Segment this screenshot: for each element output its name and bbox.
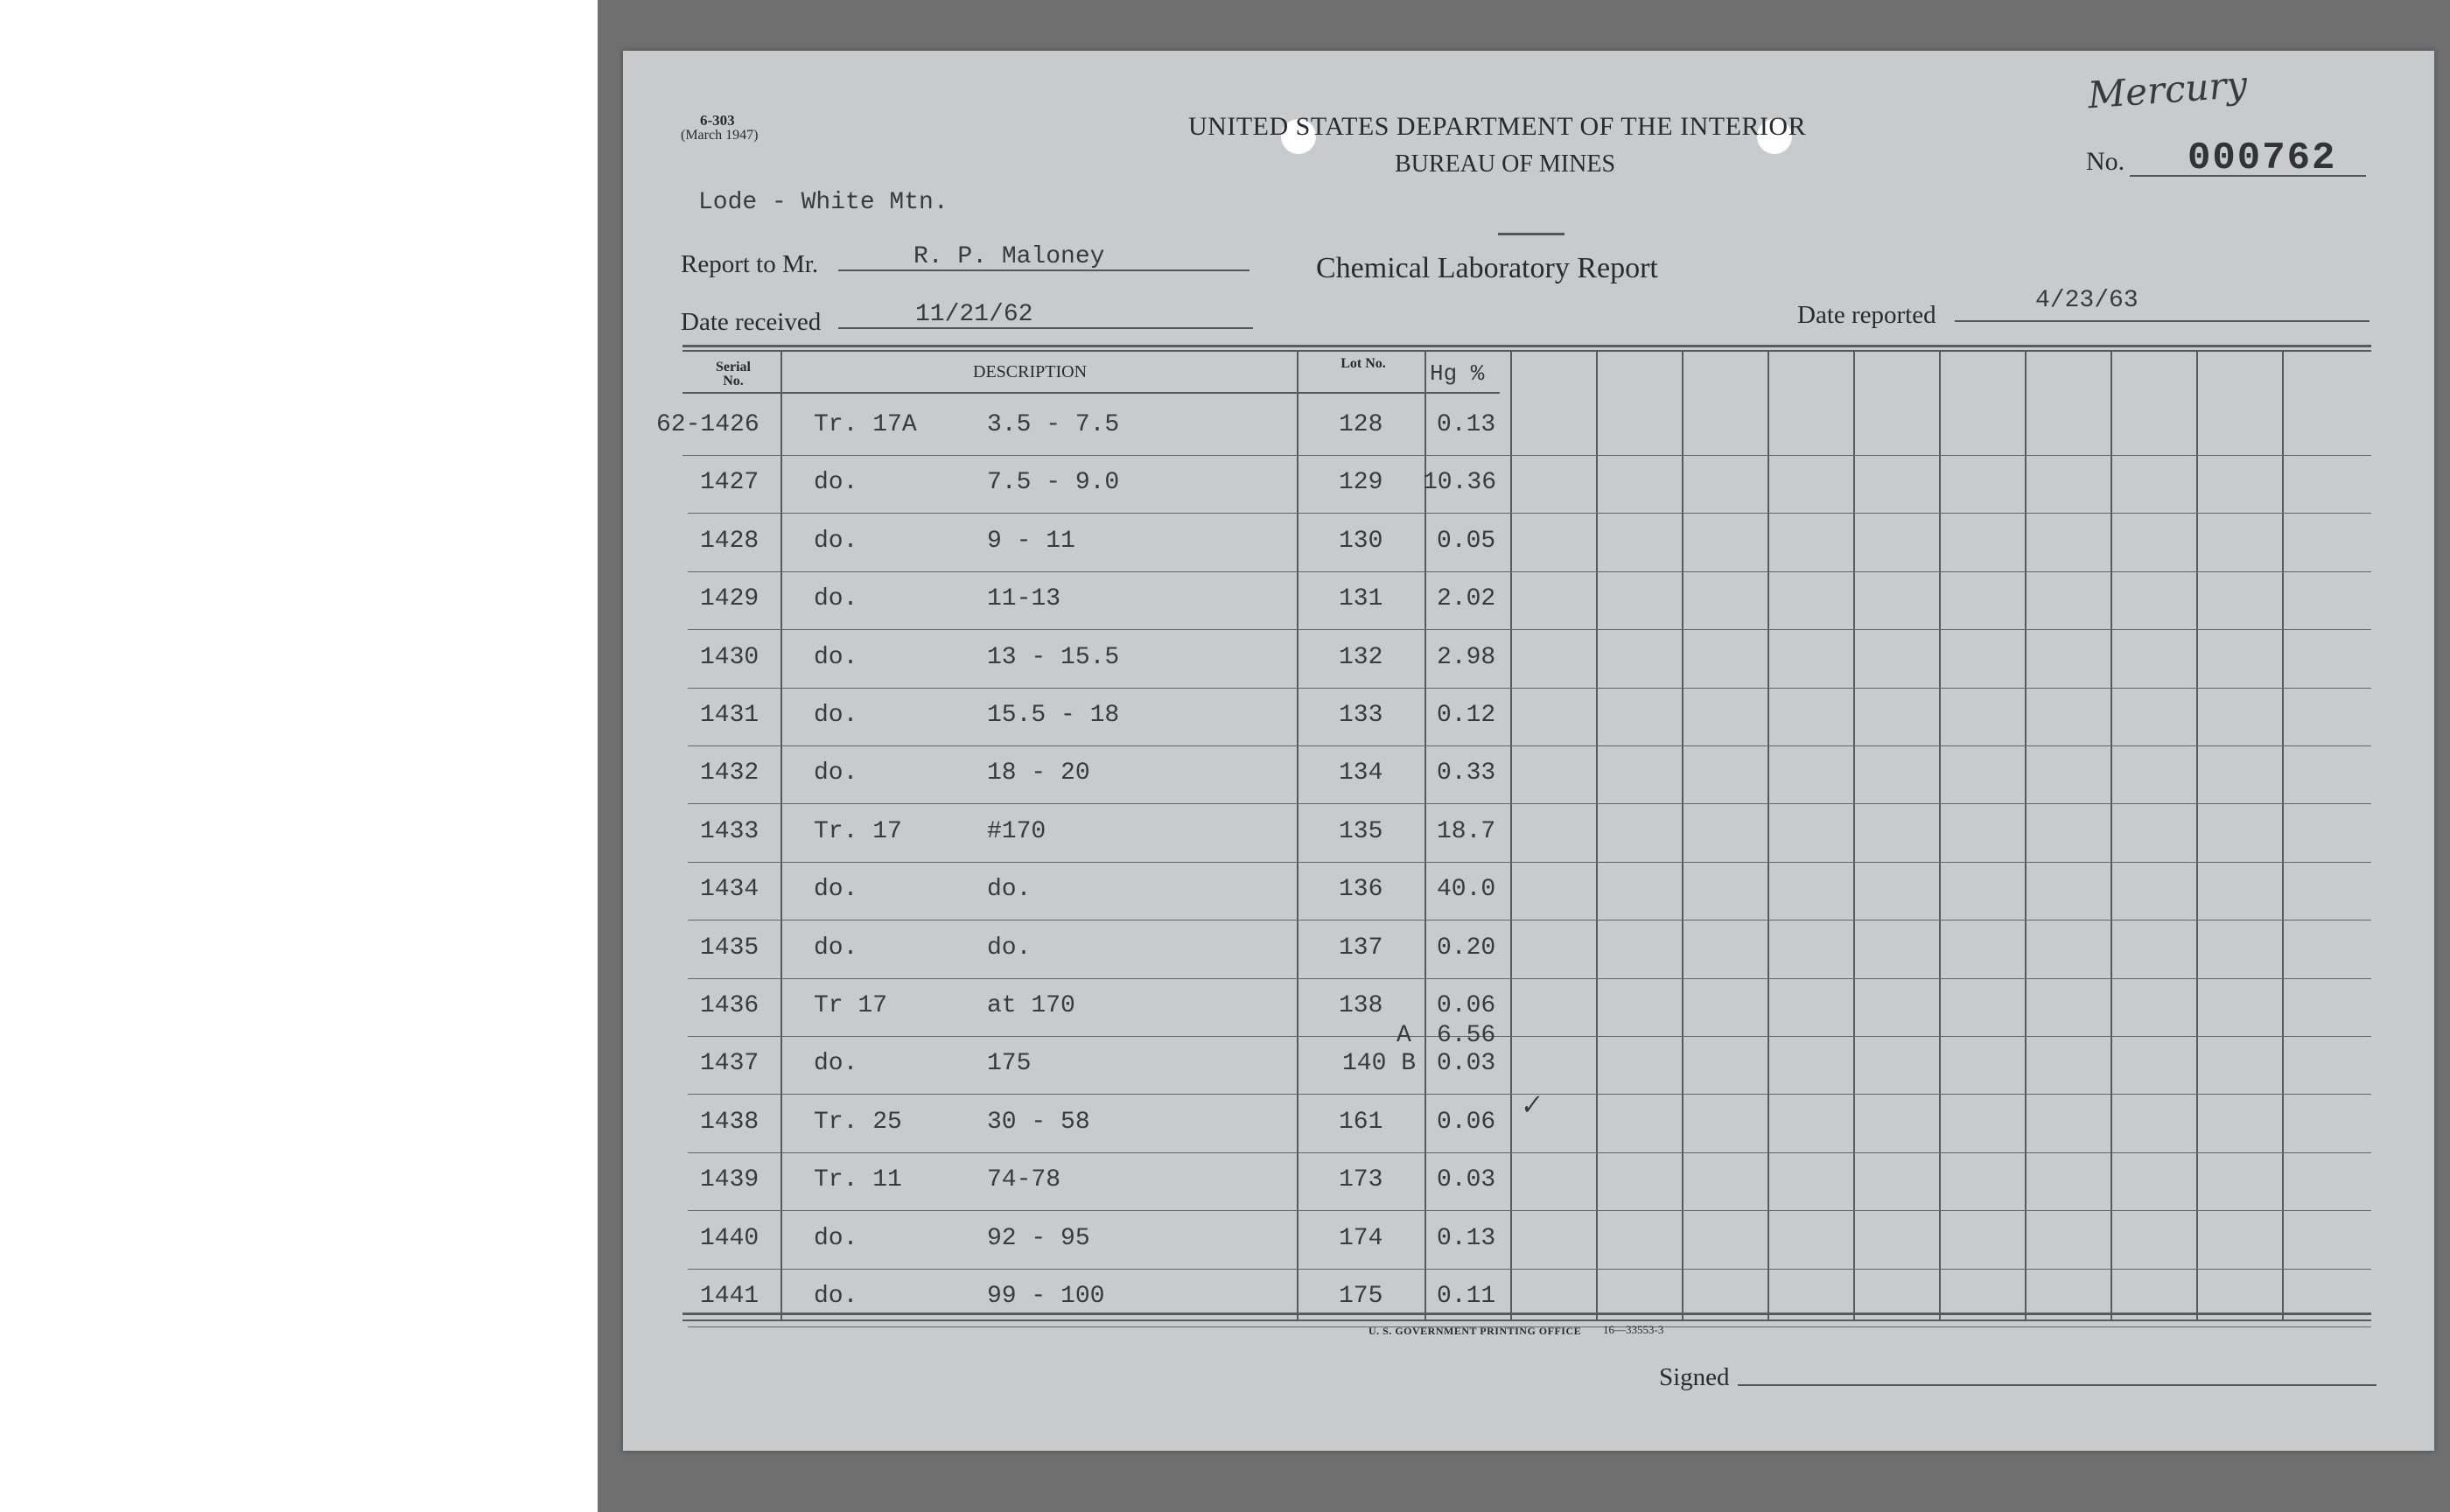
table-header-rule: [682, 392, 1500, 394]
row-rule: [688, 1036, 2371, 1037]
interval: 175: [987, 1050, 1032, 1078]
sub-lot-no: A: [1396, 1022, 1411, 1050]
serial-no: 1433: [700, 817, 760, 845]
table-top-rule: [682, 345, 2371, 347]
department-heading: UNITED STATES DEPARTMENT OF THE INTERIOR: [1188, 112, 1807, 141]
row-rule: [688, 571, 2371, 572]
hg-percent: 0.13: [1437, 1224, 1496, 1252]
row-rule: [688, 1152, 2371, 1153]
date-reported-value: 4/23/63: [2035, 287, 2138, 314]
trench: Tr. 11: [814, 1166, 902, 1194]
lot-no: 173: [1339, 1166, 1383, 1194]
row-rule: [688, 1210, 2371, 1211]
trench: do.: [814, 1050, 858, 1078]
date-reported-label: Date reported: [1797, 301, 1936, 329]
title-rule: [1498, 233, 1564, 235]
hg-percent: 0.06: [1437, 1108, 1496, 1136]
serial-no: 1427: [700, 469, 760, 497]
bureau-heading: BUREAU OF MINES: [1395, 150, 1616, 178]
hg-percent: 0.13: [1437, 411, 1496, 438]
row-rule: [688, 688, 2371, 689]
row-rule: [682, 455, 2371, 456]
hg-percent: 0.03: [1437, 1166, 1496, 1194]
grid-column-divider: [2110, 350, 2112, 1320]
hg-percent: 2.02: [1437, 585, 1496, 613]
serial-no: 1428: [700, 527, 760, 555]
interval: do.: [987, 934, 1032, 962]
lot-no: 137: [1339, 934, 1383, 962]
grid-column-divider: [1768, 350, 1769, 1320]
serial-no: 1435: [700, 934, 760, 962]
lot-no: 175: [1339, 1283, 1383, 1310]
trench: Tr. 17A: [814, 411, 917, 438]
table-bottom-rule: [682, 1312, 2371, 1315]
interval: 99 - 100: [987, 1283, 1105, 1310]
trench: Tr. 17: [814, 817, 902, 845]
serial-no: 1437: [700, 1050, 760, 1078]
serial-no: 1438: [700, 1108, 760, 1136]
project-name: Lode - White Mtn.: [698, 189, 948, 216]
serial-no: 62-1426: [656, 411, 760, 438]
trench: do.: [814, 702, 858, 729]
lot-no: 132: [1339, 643, 1383, 671]
interval: 3.5 - 7.5: [987, 411, 1120, 438]
grid-column-divider: [2282, 350, 2284, 1320]
serial-no: 1439: [700, 1166, 760, 1194]
hg-percent: 0.33: [1437, 760, 1496, 788]
lot-no: 130: [1339, 527, 1383, 555]
form-revision: (March 1947): [681, 128, 759, 143]
trench: Tr 17: [814, 992, 888, 1019]
signed-label: Signed: [1659, 1363, 1730, 1391]
column-divider-serial: [780, 350, 782, 1320]
interval: 13 - 15.5: [987, 643, 1120, 671]
interval: at 170: [987, 992, 1075, 1019]
interval: 11-13: [987, 585, 1061, 613]
hg-percent: 2.98: [1437, 643, 1496, 671]
grid-column-divider: [1853, 350, 1855, 1320]
header-lot: Lot No.: [1340, 356, 1386, 371]
signature-line: [1738, 1384, 2376, 1386]
serial-no: 1441: [700, 1283, 760, 1310]
printer-credit: U. S. GOVERNMENT PRINTING OFFICE: [1368, 1325, 1582, 1337]
lot-no: 134: [1339, 760, 1383, 788]
header-description: DESCRIPTION: [973, 362, 1088, 382]
serial-no: 1431: [700, 702, 760, 729]
mineral-note: Mercury: [2086, 62, 2249, 117]
grid-column-divider: [1682, 350, 1684, 1320]
table-bottom-rule-inner: [682, 1320, 2371, 1321]
printer-code: 16—33553-3: [1603, 1323, 1664, 1336]
lot-no: 131: [1339, 585, 1383, 613]
hg-percent: 18.7: [1437, 817, 1496, 845]
interval: #170: [987, 817, 1046, 845]
row-rule: [688, 513, 2371, 514]
trench: do.: [814, 469, 858, 497]
sub-hg-percent: 6.56: [1437, 1022, 1496, 1050]
trench: Tr. 25: [814, 1108, 902, 1136]
row-rule: [688, 629, 2371, 630]
lot-no: 129: [1339, 469, 1383, 497]
hg-percent: 0.06: [1437, 992, 1496, 1019]
form-number: 6-303: [700, 112, 735, 129]
header-hg: Hg %: [1430, 360, 1485, 387]
grid-column-divider: [2196, 350, 2198, 1320]
row-rule: [688, 803, 2371, 804]
serial-no: 1430: [700, 643, 760, 671]
trench: do.: [814, 527, 858, 555]
lot-no: 135: [1339, 817, 1383, 845]
hg-percent: 0.11: [1437, 1283, 1496, 1310]
lot-no: 174: [1339, 1224, 1383, 1252]
interval: 74-78: [987, 1166, 1061, 1194]
trench: do.: [814, 585, 858, 613]
serial-no: 1429: [700, 585, 760, 613]
interval: 18 - 20: [987, 760, 1090, 788]
hg-percent: 40.0: [1437, 876, 1496, 904]
report-title: Chemical Laboratory Report: [1316, 252, 1658, 284]
date-reported-line: [1955, 320, 2370, 322]
interval: do.: [987, 876, 1032, 904]
trench: do.: [814, 760, 858, 788]
date-received-line: [838, 327, 1253, 329]
grid-column-divider: [1939, 350, 1941, 1320]
check-mark-icon: ✓: [1516, 1088, 1544, 1123]
serial-no: 1434: [700, 876, 760, 904]
header-serial: Serial No.: [716, 360, 751, 388]
lot-no: 133: [1339, 702, 1383, 729]
interval: 9 - 11: [987, 527, 1075, 555]
hg-percent: 0.05: [1437, 527, 1496, 555]
table-top-rule-inner: [682, 350, 2371, 352]
date-received-value: 11/21/62: [915, 301, 1033, 328]
column-divider-hg: [1510, 350, 1512, 1320]
report-to-label: Report to Mr.: [681, 250, 819, 278]
row-rule: [688, 1269, 2371, 1270]
report-number: 000762: [2188, 136, 2337, 180]
lot-no: 161: [1339, 1108, 1383, 1136]
interval: 15.5 - 18: [987, 702, 1120, 729]
trench: do.: [814, 1283, 858, 1310]
lot-no: 128: [1339, 411, 1383, 438]
column-divider-description: [1297, 350, 1298, 1320]
lot-no: 136: [1339, 876, 1383, 904]
interval: 7.5 - 9.0: [987, 469, 1120, 497]
serial-no: 1440: [700, 1224, 760, 1252]
report-to-value: R. P. Maloney: [914, 243, 1105, 270]
row-rule: [688, 862, 2371, 863]
hg-percent: 10.36: [1423, 469, 1497, 497]
trench: do.: [814, 1224, 858, 1252]
date-received-label: Date received: [681, 308, 822, 336]
grid-column-divider: [1596, 350, 1598, 1320]
report-no-label: No.: [2086, 147, 2125, 176]
lot-no: 138: [1339, 992, 1383, 1019]
hg-percent: 0.20: [1437, 934, 1496, 962]
trench: do.: [814, 643, 858, 671]
trench: do.: [814, 876, 858, 904]
row-rule: [688, 978, 2371, 979]
trench: do.: [814, 934, 858, 962]
interval: 92 - 95: [987, 1224, 1090, 1252]
serial-no: 1432: [700, 760, 760, 788]
interval: 30 - 58: [987, 1108, 1090, 1136]
serial-no: 1436: [700, 992, 760, 1019]
lot-no: 140 B: [1342, 1050, 1417, 1078]
hg-percent: 0.12: [1437, 702, 1496, 729]
hg-percent: 0.03: [1437, 1050, 1496, 1078]
grid-column-divider: [2025, 350, 2026, 1320]
